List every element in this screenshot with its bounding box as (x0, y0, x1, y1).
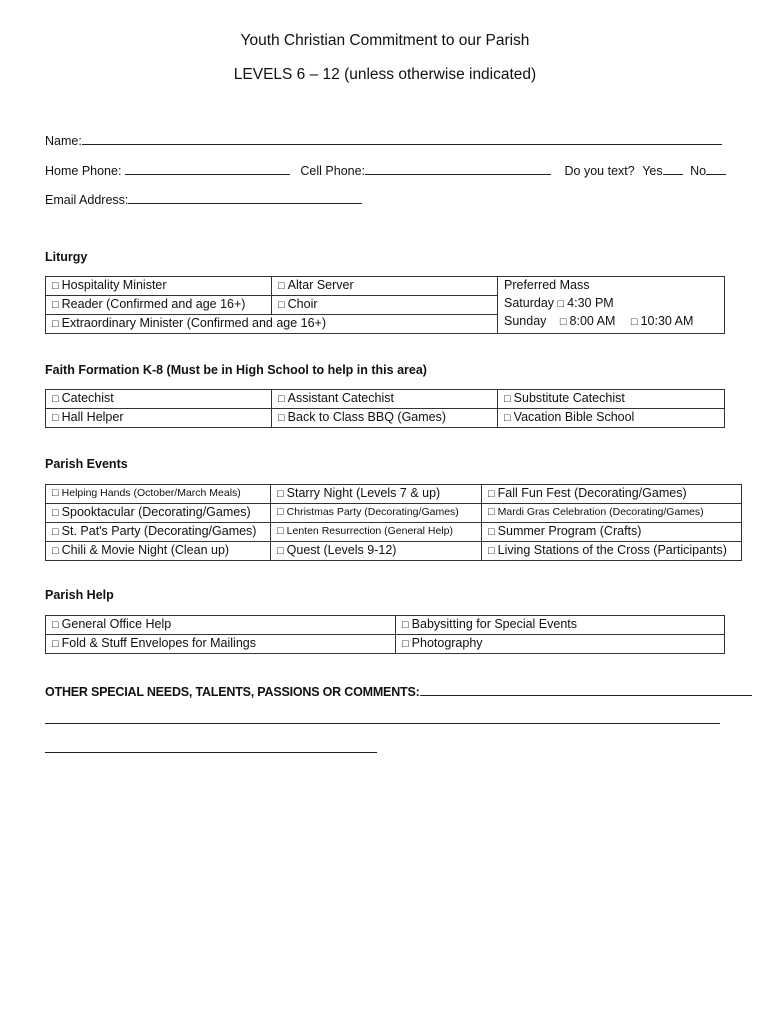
parish-help-heading: Parish Help (45, 588, 114, 602)
name-label: Name: (45, 134, 82, 148)
comments-field-line-3[interactable] (45, 752, 377, 753)
checkbox-icon[interactable]: □ (52, 487, 59, 499)
checkbox-icon[interactable]: □ (52, 526, 59, 538)
comments-row (45, 683, 752, 699)
checkbox-icon[interactable]: □ (504, 393, 511, 405)
checkbox-icon[interactable]: □ (504, 412, 511, 424)
checkbox-icon[interactable]: □ (52, 507, 59, 519)
parish-help-table (45, 615, 725, 654)
checkbox-icon[interactable]: □ (277, 506, 284, 518)
cell-phone-field[interactable] (365, 162, 551, 175)
liturgy-heading: Liturgy (45, 250, 88, 264)
checkbox-icon[interactable]: □ (488, 488, 495, 500)
email-label: Email Address: (45, 193, 129, 207)
event-option[interactable]: □ Lenten Resurrection (General Help) (271, 523, 482, 542)
comments-field-line-2[interactable] (45, 723, 720, 724)
help-option[interactable]: □ Fold & Stuff Envelopes for Mailings (46, 635, 396, 654)
form-subtitle: LEVELS 6 – 12 (unless otherwise indicated) (233, 66, 537, 83)
event-option[interactable]: □ Christmas Party (Decorating/Games) (271, 504, 482, 523)
help-option[interactable]: □ General Office Help (46, 616, 396, 635)
saturday-row: Saturday □ 4:30 PM (504, 295, 614, 310)
help-option[interactable]: □ Photography (396, 635, 725, 654)
home-phone-label: Home Phone: (45, 164, 122, 178)
event-option[interactable]: □ Starry Night (Levels 7 & up) (271, 485, 482, 504)
checkbox-icon[interactable]: □ (278, 393, 285, 405)
checkbox-icon[interactable]: □ (52, 280, 59, 292)
liturgy-option[interactable]: □ Choir (272, 296, 498, 315)
faith-formation-table (45, 389, 725, 428)
liturgy-option[interactable]: □ Extraordinary Minister (Confirmed and age 16+) (46, 315, 498, 334)
preferred-mass-heading: Preferred Mass (504, 278, 590, 292)
checkbox-icon[interactable]: □ (52, 299, 59, 311)
home-phone-field[interactable] (125, 162, 290, 175)
event-option[interactable]: □ St. Pat's Party (Decorating/Games) (46, 523, 271, 542)
faith-option[interactable]: □ Vacation Bible School (498, 409, 725, 428)
checkbox-icon[interactable]: □ (488, 526, 495, 538)
liturgy-option[interactable]: □ Altar Server (272, 277, 498, 296)
checkbox-icon[interactable]: □ (52, 638, 59, 650)
liturgy-option[interactable]: □ Reader (Confirmed and age 16+) (46, 296, 272, 315)
cell-phone-label: Cell Phone: (300, 164, 366, 178)
checkbox-icon[interactable]: □ (402, 619, 409, 631)
checkbox-icon[interactable]: □ (52, 318, 59, 330)
event-option[interactable]: □ Summer Program (Crafts) (482, 523, 742, 542)
checkbox-icon[interactable]: □ (52, 412, 59, 424)
no-label: No (690, 164, 707, 178)
checkbox-icon[interactable]: □ (557, 297, 565, 310)
faith-formation-heading: Faith Formation K-8 (Must be in High School to help in this area) (45, 363, 427, 377)
comments-field-line-1[interactable] (420, 683, 752, 696)
text-question: Do you text? (564, 164, 635, 178)
yes-field[interactable] (663, 162, 683, 175)
event-option[interactable]: □ Living Stations of the Cross (Participants) (482, 542, 742, 561)
faith-option[interactable]: □ Substitute Catechist (498, 390, 725, 409)
parish-events-table (45, 484, 742, 561)
faith-option[interactable]: □ Hall Helper (46, 409, 272, 428)
checkbox-icon[interactable]: □ (277, 488, 284, 500)
faith-option[interactable]: □ Assistant Catechist (272, 390, 498, 409)
checkbox-icon[interactable]: □ (52, 545, 59, 557)
checkbox-icon[interactable]: □ (278, 280, 285, 292)
phone-row (45, 162, 726, 178)
liturgy-option[interactable]: □ Hospitality Minister (46, 277, 272, 296)
name-field[interactable] (82, 132, 722, 145)
checkbox-icon[interactable]: □ (52, 393, 59, 405)
checkbox-icon[interactable]: □ (630, 316, 638, 328)
form-title: Youth Christian Commitment to our Parish (240, 32, 530, 49)
checkbox-icon[interactable]: □ (488, 506, 495, 518)
email-row (45, 191, 362, 207)
preferred-mass-cell (498, 277, 725, 334)
no-field[interactable] (706, 162, 726, 175)
checkbox-icon[interactable]: □ (52, 619, 59, 631)
yes-label: Yes (642, 164, 663, 178)
checkbox-icon[interactable]: □ (278, 299, 285, 311)
liturgy-table (45, 276, 725, 334)
event-option[interactable]: □ Helping Hands (October/March Meals) (46, 485, 271, 504)
checkbox-icon[interactable]: □ (277, 545, 284, 557)
name-row (45, 132, 722, 148)
comments-label: OTHER SPECIAL NEEDS, TALENTS, PASSIONS OR COMMENTS: (45, 685, 420, 699)
event-option[interactable]: □ Mardi Gras Celebration (Decorating/Games) (482, 504, 742, 523)
checkbox-icon[interactable]: □ (277, 525, 284, 537)
checkbox-icon[interactable]: □ (278, 412, 285, 424)
parish-events-heading: Parish Events (45, 457, 128, 471)
faith-option[interactable]: □ Back to Class BBQ (Games) (272, 409, 498, 428)
event-option[interactable]: □ Fall Fun Fest (Decorating/Games) (482, 485, 742, 504)
checkbox-icon[interactable]: □ (402, 638, 409, 650)
email-field[interactable] (128, 191, 362, 204)
event-option[interactable]: □ Quest (Levels 9-12) (271, 542, 482, 561)
checkbox-icon[interactable]: □ (559, 316, 567, 328)
event-option[interactable]: □ Spooktacular (Decorating/Games) (46, 504, 271, 523)
checkbox-icon[interactable]: □ (488, 545, 495, 557)
help-option[interactable]: □ Babysitting for Special Events (396, 616, 725, 635)
event-option[interactable]: □ Chili & Movie Night (Clean up) (46, 542, 271, 561)
sunday-row: Sunday □ 8:00 AM □ 10:30 AM (504, 314, 694, 328)
faith-option[interactable]: □ Catechist (46, 390, 272, 409)
